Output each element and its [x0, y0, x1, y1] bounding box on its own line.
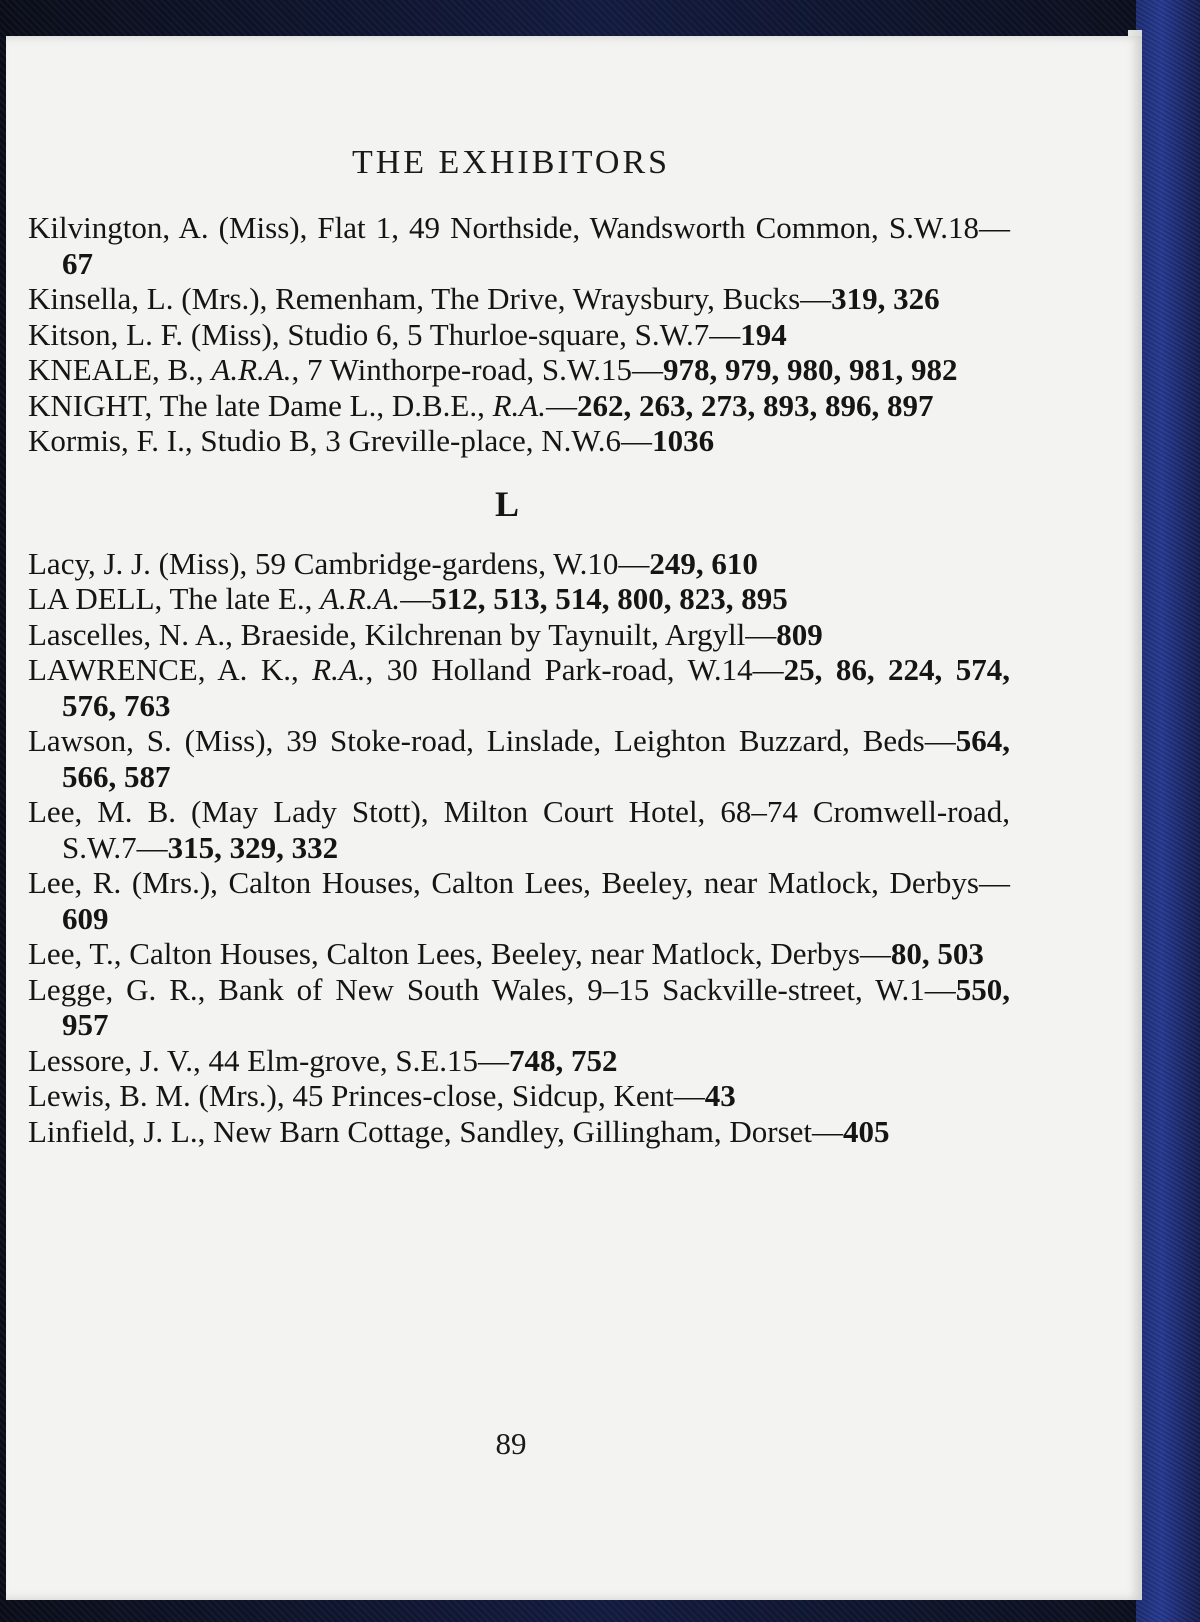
catalogue-numbers: 405: [843, 1113, 890, 1149]
entry-text: Kormis, F. I., Studio B, 3 Greville-place, N.W.6—: [28, 423, 653, 458]
entry-text: Lee, T., Calton Houses, Calton Lees, Beeley, near Matlock, Derbys—: [28, 936, 891, 971]
entry-text: LAWRENCE, A. K.,: [28, 652, 313, 687]
entry-text: Legge, G. R., Bank of New South Wales, 9–15 Sackville-street, W.1—: [28, 971, 956, 1007]
exhibitor-entry: [28, 281, 1010, 317]
entry-address: —: [400, 581, 432, 616]
exhibitor-entry: [28, 317, 1010, 353]
exhibitor-entry: [28, 546, 1010, 582]
exhibitor-entry: [28, 210, 1010, 281]
catalogue-numbers: 249, 610: [649, 545, 758, 581]
catalogue-numbers: 80, 503: [890, 936, 984, 971]
exhibitor-list: [28, 210, 1010, 1149]
catalogue-numbers: 609: [62, 900, 109, 936]
catalogue-numbers: 748, 752: [509, 1042, 618, 1078]
running-header: THE EXHIBITORS: [351, 144, 671, 181]
catalogue-numbers: 978, 979, 980, 981, 982: [663, 352, 958, 387]
entry-text: Lacy, J. J. (Miss), 59 Cambridge-gardens, W.10—: [28, 545, 650, 581]
catalogue-numbers: 1036: [652, 423, 715, 458]
entry-text: Lee, M. B. (May Lady Stott), Milton Court Hotel, 68–74 Cromwell-road, S.W.7—: [28, 794, 1010, 865]
entry-address: , 30 Holland Park-road, W.14—: [365, 652, 784, 687]
exhibitor-entry: [28, 617, 1010, 653]
exhibitor-entry: [28, 1078, 1010, 1114]
exhibitor-entry: [28, 865, 1010, 936]
entry-text: Lessore, J. V., 44 Elm-grove, S.E.15—: [28, 1042, 510, 1078]
section-letter: L: [494, 483, 519, 524]
catalogue-numbers: 25, 86, 224, 574, 576, 763: [62, 652, 1010, 723]
entry-honorific: R.A.: [312, 652, 366, 687]
catalogue-numbers: 262, 263, 273, 893, 896, 897: [576, 387, 934, 423]
entry-text: Lee, R. (Mrs.), Calton Houses, Calton Lees, Beeley, near Matlock, Derbys—: [28, 865, 1010, 900]
catalogue-numbers: 43: [704, 1078, 736, 1113]
entry-text: Lewis, B. M. (Mrs.), 45 Princes-close, Sidcup, Kent—: [28, 1078, 705, 1113]
exhibitor-entry: [28, 352, 1010, 388]
exhibitor-entry: [28, 723, 1010, 794]
exhibitor-entry: [28, 423, 1010, 459]
catalogue-numbers: 315, 329, 332: [167, 829, 339, 865]
entry-address: , 7 Winthorpe-road, S.W.15—: [291, 352, 664, 387]
entry-address: —: [545, 387, 577, 423]
book-cover-edge: [1136, 0, 1200, 1622]
exhibitor-entry: [28, 794, 1010, 865]
catalogue-numbers: 67: [62, 245, 93, 281]
exhibitor-entry: [28, 388, 1010, 424]
catalogue-numbers: 512, 513, 514, 800, 823, 895: [431, 581, 788, 616]
exhibitors-l-group: [28, 546, 1010, 1150]
exhibitor-entry: [28, 652, 1010, 723]
entry-text: Linfield, J. L., New Barn Cottage, Sandley, Gillingham, Dorset—: [28, 1113, 844, 1149]
entry-honorific: A.R.A.: [320, 581, 401, 616]
entry-honorific: A.R.A.: [211, 352, 292, 387]
entry-text: KNEALE, B.,: [28, 352, 212, 387]
entry-text: KNIGHT, The late Dame L., D.B.E.,: [28, 387, 493, 423]
catalogue-numbers: 564, 566, 587: [62, 723, 1010, 794]
page: [6, 36, 1142, 1600]
catalogue-numbers: 809: [776, 616, 823, 652]
exhibitor-entry: [28, 936, 1010, 972]
exhibitors-k-group: [28, 210, 1010, 459]
entry-text: Kilvington, A. (Miss), Flat 1, 49 Northside, Wandsworth Common, S.W.18—: [28, 210, 1010, 245]
entry-text: LA DELL, The late E.,: [28, 581, 321, 616]
exhibitor-entry: [28, 972, 1010, 1043]
catalogue-numbers: 550, 957: [62, 971, 1010, 1042]
exhibitor-entry: [28, 1043, 1010, 1079]
entry-text: Lascelles, N. A., Braeside, Kilchrenan by Taynuilt, Argyll—: [28, 616, 777, 652]
entry-text: Lawson, S. (Miss), 39 Stoke-road, Linslade, Leighton Buzzard, Beds—: [28, 723, 956, 758]
entry-honorific: R.A.: [492, 387, 546, 423]
catalogue-numbers: 194: [740, 316, 787, 352]
page-number: 89: [495, 1426, 527, 1461]
entry-text: Kitson, L. F. (Miss), Studio 6, 5 Thurloe-square, S.W.7—: [28, 316, 741, 352]
catalogue-numbers: 319, 326: [831, 281, 940, 316]
exhibitor-entry: [28, 1114, 1010, 1150]
entry-text: Kinsella, L. (Mrs.), Remenham, The Drive, Wraysbury, Bucks—: [28, 281, 832, 316]
exhibitor-entry: [28, 581, 1010, 617]
